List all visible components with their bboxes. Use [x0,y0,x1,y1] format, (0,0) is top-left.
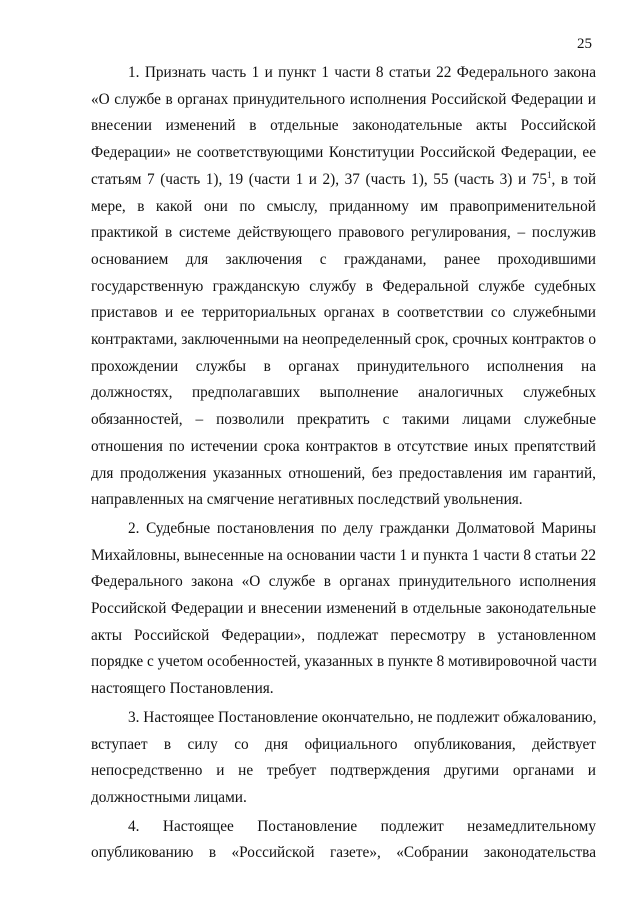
text-line: непосредственно и не требует подтверждения другими органами и [91,762,596,780]
text-segment: , в той [551,170,596,188]
text-line: практикой в системе действующего правового регулирования, – послужив [91,224,596,242]
document-body [91,60,596,867]
superscript: 1 [547,169,552,180]
text-line: «О службе в органах принудительного исполнения Российской Федерации и [91,90,596,108]
paragraph-2 [91,516,596,703]
text-line: направленных на смягчение негативных последствий увольнения. [91,491,523,509]
text-line-with-superscript [91,167,596,194]
text-line: опубликованию в «Российской газете», «Собрании законодательства [91,844,596,862]
text-line: должностными лицами. [91,788,247,806]
text-line: 2. Судебные постановления по делу гражданки Долматовой Марины [128,519,596,537]
text-line: для продолжения указанных отношений, без предоставления им гарантий, [91,464,596,482]
text-line: порядке с учетом особенностей, указанных в пункте 8 мотивировочной части [91,653,597,671]
text-line: основанием для заключения с гражданами, ранее проходившими [91,250,596,268]
text-line: контрактами, заключенными на неопределенный срок, срочных контрактов о [91,331,596,349]
text-line: отношения по истечении срока контрактов в отсутствие иных препятствий [91,437,596,455]
text-line: вступает в силу со дня официального опубликования, действует [91,735,596,753]
text-line: должностях, предполагавших выполнение аналогичных служебных [91,384,596,402]
text-line: Михайловны, вынесенные на основании части 1 и пункта 1 части 8 статьи 22 [91,546,596,564]
text-line: Федерального закона «О службе в органах принудительного исполнения [91,573,596,591]
paragraph-4 [91,814,596,867]
text-line: обязанностей, – позволили прекратить с такими лицами служебные [91,411,596,429]
text-line: приставов и ее территориальных органах в соответствии со служебными [91,304,596,322]
text-line: 1. Признать часть 1 и пункт 1 части 8 статьи 22 Федерального закона [128,64,596,81]
text-line: мере, в какой они по смыслу, приданному им правоприменительной [91,197,596,215]
text-line: 4. Настоящее Постановление подлежит незамедлительному [128,817,596,835]
text-line: Российской Федерации и внесении изменений в отдельные законодательные [91,600,596,618]
paragraph-1 [91,60,596,514]
text-line: настоящего Постановления. [91,680,274,698]
text-segment: статьям 7 (часть 1), 19 (части 1 и 2), 37 (часть 1), 55 (часть 3) и 75 [91,170,548,188]
paragraph-3 [91,705,596,812]
text-line: Федерации» не соответствующими Конституции Российской Федерации, ее [91,144,596,162]
text-line: 3. Настоящее Постановление окончательно, не подлежит обжалованию, [128,708,597,726]
text-line: прохождении службы в органах принудительного исполнения на [91,357,596,375]
text-line: государственную гражданскую службу в Федеральной службе судебных [91,277,596,295]
text-line: внесении изменений в отдельные законодательные акты Российской [91,117,596,135]
text-line: акты Российской Федерации», подлежат пересмотру в установленном [91,626,596,644]
page-number: 25 [577,36,592,52]
